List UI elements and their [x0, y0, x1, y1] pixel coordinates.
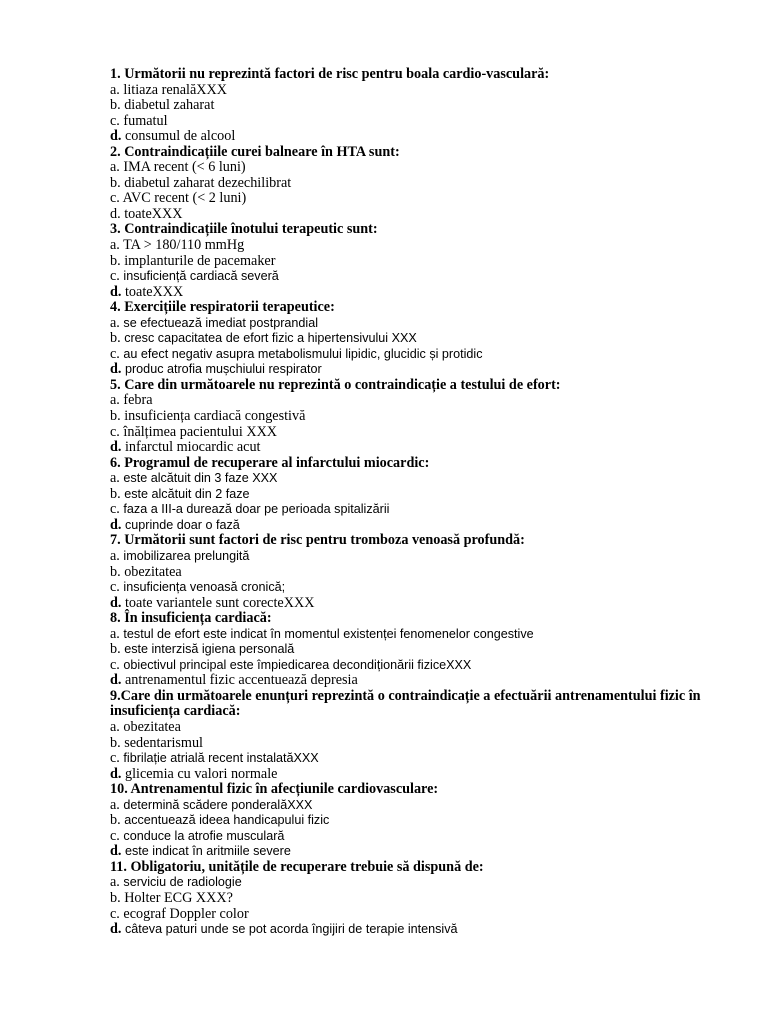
answer-option	[110, 844, 730, 860]
answer-option	[110, 891, 730, 907]
question-block	[110, 611, 730, 689]
option-text: înălțimea pacientului XXX	[123, 423, 278, 440]
option-text: câteva paturi unde se pot acorda îngijiri de terapie intensivă	[124, 922, 458, 937]
question-number: 2.	[110, 143, 121, 160]
option-letter: c.	[110, 827, 120, 844]
answer-option	[110, 829, 730, 845]
option-letter: d.	[110, 128, 122, 145]
option-text: litiaza renalăXXX	[123, 81, 227, 98]
option-letter: b.	[110, 889, 121, 906]
option-letter: a.	[110, 314, 120, 331]
answer-option	[110, 238, 730, 254]
question-title	[110, 782, 730, 798]
answer-option	[110, 440, 730, 456]
answer-option	[110, 471, 730, 487]
option-text: sedentarismul	[124, 734, 203, 751]
option-letter: c.	[110, 501, 120, 518]
question-title	[110, 860, 730, 876]
answer-option	[110, 565, 730, 581]
option-text: obezitatea	[124, 563, 182, 580]
answer-option	[110, 720, 730, 736]
option-text: serviciu de radiologie	[123, 875, 242, 890]
option-letter: b.	[110, 485, 121, 502]
question-block	[110, 67, 730, 145]
option-letter: b.	[110, 734, 121, 751]
question-title	[110, 456, 730, 472]
option-text: toateXXX	[124, 283, 184, 300]
option-letter: c.	[110, 112, 120, 129]
option-text: faza a III-a durează doar pe perioada spitalizării	[123, 502, 390, 517]
option-text: insuficiență cardiacă severă	[123, 269, 279, 284]
option-letter: b.	[110, 563, 121, 580]
option-text: se efectuează imediat postprandial	[123, 315, 319, 330]
question-text: În insuficiența cardiacă:	[124, 610, 272, 627]
option-letter: d.	[110, 843, 122, 860]
document-page	[110, 67, 730, 938]
option-letter: a.	[110, 625, 120, 642]
option-letter: d.	[110, 921, 122, 938]
answer-option	[110, 160, 730, 176]
option-text: este indicat în aritmiile severe	[124, 844, 291, 859]
question-number: 3.	[110, 221, 121, 238]
option-text: conduce la atrofie musculară	[123, 828, 285, 843]
option-letter: c.	[110, 345, 120, 362]
option-text: fibrilație atrială recent instalatăXXX	[123, 751, 319, 766]
answer-option	[110, 813, 730, 829]
question-block	[110, 782, 730, 860]
answer-option	[110, 487, 730, 503]
option-text: accentuează ideea handicapului fizic	[124, 813, 330, 828]
option-letter: c.	[110, 750, 120, 767]
question-title	[110, 378, 730, 394]
answer-option	[110, 83, 730, 99]
option-letter: c.	[110, 423, 120, 440]
option-letter: c.	[110, 268, 120, 285]
answer-option	[110, 254, 730, 270]
answer-option	[110, 658, 730, 674]
option-letter: a.	[110, 874, 120, 891]
answer-option	[110, 316, 730, 332]
option-letter: d.	[110, 594, 122, 611]
option-text: este alcătuit din 3 faze XXX	[123, 471, 278, 486]
option-letter: a.	[110, 796, 120, 813]
option-text: au efect negativ asupra metabolismului lipidic, glucidic și protidic	[123, 346, 483, 361]
option-letter: b.	[110, 174, 121, 191]
option-text: IMA recent (< 6 luni)	[123, 159, 246, 176]
answer-option	[110, 907, 730, 923]
question-title	[110, 689, 730, 720]
question-block	[110, 860, 730, 938]
option-text: consumul de alcool	[124, 128, 236, 145]
option-letter: b.	[110, 812, 121, 829]
option-text: obiectivul principal este împiedicarea decondiționării fiziceXXX	[123, 657, 472, 672]
option-text: implanturile de pacemaker	[124, 252, 276, 269]
question-title	[110, 533, 730, 549]
option-text: febra	[123, 392, 153, 409]
option-letter: b.	[110, 641, 121, 658]
question-number: 6.	[110, 454, 121, 471]
option-letter: a.	[110, 81, 120, 98]
option-letter: c.	[110, 656, 120, 673]
option-letter: d.	[110, 765, 122, 782]
question-text: Antrenamentul fizic în afecțiunile cardiovasculare:	[130, 781, 439, 798]
option-letter: d.	[110, 205, 121, 222]
answer-option	[110, 518, 730, 534]
option-letter: a.	[110, 237, 120, 254]
option-letter: b.	[110, 330, 121, 347]
option-text: insuficiența cardiacă congestivă	[124, 408, 306, 425]
answer-option	[110, 736, 730, 752]
answer-option	[110, 751, 730, 767]
question-number: 11.	[110, 858, 127, 875]
question-number: 8.	[110, 610, 121, 627]
question-title	[110, 611, 730, 627]
answer-option	[110, 269, 730, 285]
answer-option	[110, 580, 730, 596]
answer-option	[110, 285, 730, 301]
question-block	[110, 689, 730, 782]
answer-option	[110, 673, 730, 689]
question-number: 10.	[110, 781, 128, 798]
answer-option	[110, 767, 730, 783]
answer-option	[110, 425, 730, 441]
question-title	[110, 300, 730, 316]
option-letter: a.	[110, 159, 120, 176]
option-letter: c.	[110, 905, 120, 922]
option-text: fumatul	[123, 112, 168, 129]
answer-option	[110, 549, 730, 565]
question-number: 9.	[110, 687, 121, 704]
question-block	[110, 300, 730, 378]
answer-option	[110, 798, 730, 814]
option-letter: a.	[110, 547, 120, 564]
option-letter: a.	[110, 392, 120, 409]
answer-option	[110, 207, 730, 223]
answer-option	[110, 922, 730, 938]
answer-option	[110, 393, 730, 409]
option-text: Holter ECG XXX?	[124, 889, 233, 906]
option-letter: b.	[110, 408, 121, 425]
question-text: Următorii nu reprezintă factori de risc pentru boala cardio-vasculară:	[124, 66, 550, 82]
option-letter: d.	[110, 361, 122, 378]
question-text: Care din următoarele nu reprezintă o contraindicație a testului de efort:	[124, 376, 561, 393]
option-letter: a.	[110, 470, 120, 487]
option-letter: d.	[110, 283, 122, 300]
option-text: diabetul zaharat dezechilibrat	[124, 174, 292, 191]
option-text: insuficiența venoasă cronică;	[123, 580, 286, 595]
question-block	[110, 222, 730, 300]
option-letter: d.	[110, 672, 122, 689]
answer-option	[110, 642, 730, 658]
question-title	[110, 67, 730, 83]
answer-option	[110, 409, 730, 425]
answer-option	[110, 875, 730, 891]
option-letter: c.	[110, 579, 120, 596]
answer-option	[110, 596, 730, 612]
answer-option	[110, 114, 730, 130]
option-text: diabetul zaharat	[124, 97, 215, 114]
question-number: 1.	[110, 66, 121, 82]
option-text: determină scădere ponderalăXXX	[123, 797, 313, 812]
option-text: ecograf Doppler color	[123, 905, 249, 922]
question-number: 4.	[110, 299, 121, 316]
answer-option	[110, 176, 730, 192]
answer-option	[110, 98, 730, 114]
answer-option	[110, 502, 730, 518]
option-letter: c.	[110, 190, 120, 207]
answer-option	[110, 191, 730, 207]
question-text: Următorii sunt factori de risc pentru tromboza venoasă profundă:	[124, 532, 525, 549]
option-text: infarctul miocardic acut	[124, 439, 261, 456]
question-number: 7.	[110, 532, 121, 549]
option-text: este interzisă igiena personală	[124, 642, 295, 657]
option-text: testul de efort este indicat în momentul existenței fenomenelor congestive	[123, 626, 534, 641]
option-text: cuprinde doar o fază	[124, 517, 240, 532]
answer-option	[110, 627, 730, 643]
option-letter: d.	[110, 516, 122, 533]
option-text: toateXXX	[124, 205, 183, 222]
question-title	[110, 145, 730, 161]
question-text: Programul de recuperare al infarctului miocardic:	[124, 454, 430, 471]
option-text: TA > 180/110 mmHg	[123, 237, 245, 254]
question-block	[110, 456, 730, 534]
question-text: Care din următoarele enunțuri reprezintă o contraindicație a efectuării antrenamentului fizic în insuficiența cardiacă:	[110, 687, 701, 720]
answer-option	[110, 362, 730, 378]
question-text: Exercițiile respiratorii terapeutice:	[124, 299, 335, 316]
option-letter: a.	[110, 718, 120, 735]
option-text: glicemia cu valori normale	[124, 765, 278, 782]
option-text: este alcătuit din 2 faze	[124, 486, 250, 501]
answer-option	[110, 331, 730, 347]
option-letter: b.	[110, 252, 121, 269]
answer-option	[110, 129, 730, 145]
option-text: cresc capacitatea de efort fizic a hipertensivului XXX	[124, 331, 417, 346]
question-text: Contraindicațiile curei balneare în HTA sunt:	[124, 143, 400, 160]
question-text: Obligatoriu, unitățile de recuperare trebuie să dispună de:	[130, 858, 484, 875]
option-text: antrenamentul fizic accentuează depresia	[124, 672, 358, 689]
question-block	[110, 533, 730, 611]
answer-option	[110, 347, 730, 363]
question-block	[110, 378, 730, 456]
option-text: obezitatea	[123, 718, 181, 735]
question-number: 5.	[110, 376, 121, 393]
option-letter: d.	[110, 439, 122, 456]
option-text: toate variantele sunt corecteXXX	[124, 594, 315, 611]
option-text: AVC recent (< 2 luni)	[122, 190, 247, 207]
question-text: Contraindicațiile înotului terapeutic sunt:	[124, 221, 378, 238]
option-text: imobilizarea prelungită	[123, 548, 250, 563]
option-letter: b.	[110, 97, 121, 114]
question-title	[110, 222, 730, 238]
option-text: produc atrofia mușchiului respirator	[124, 362, 322, 377]
question-block	[110, 145, 730, 223]
